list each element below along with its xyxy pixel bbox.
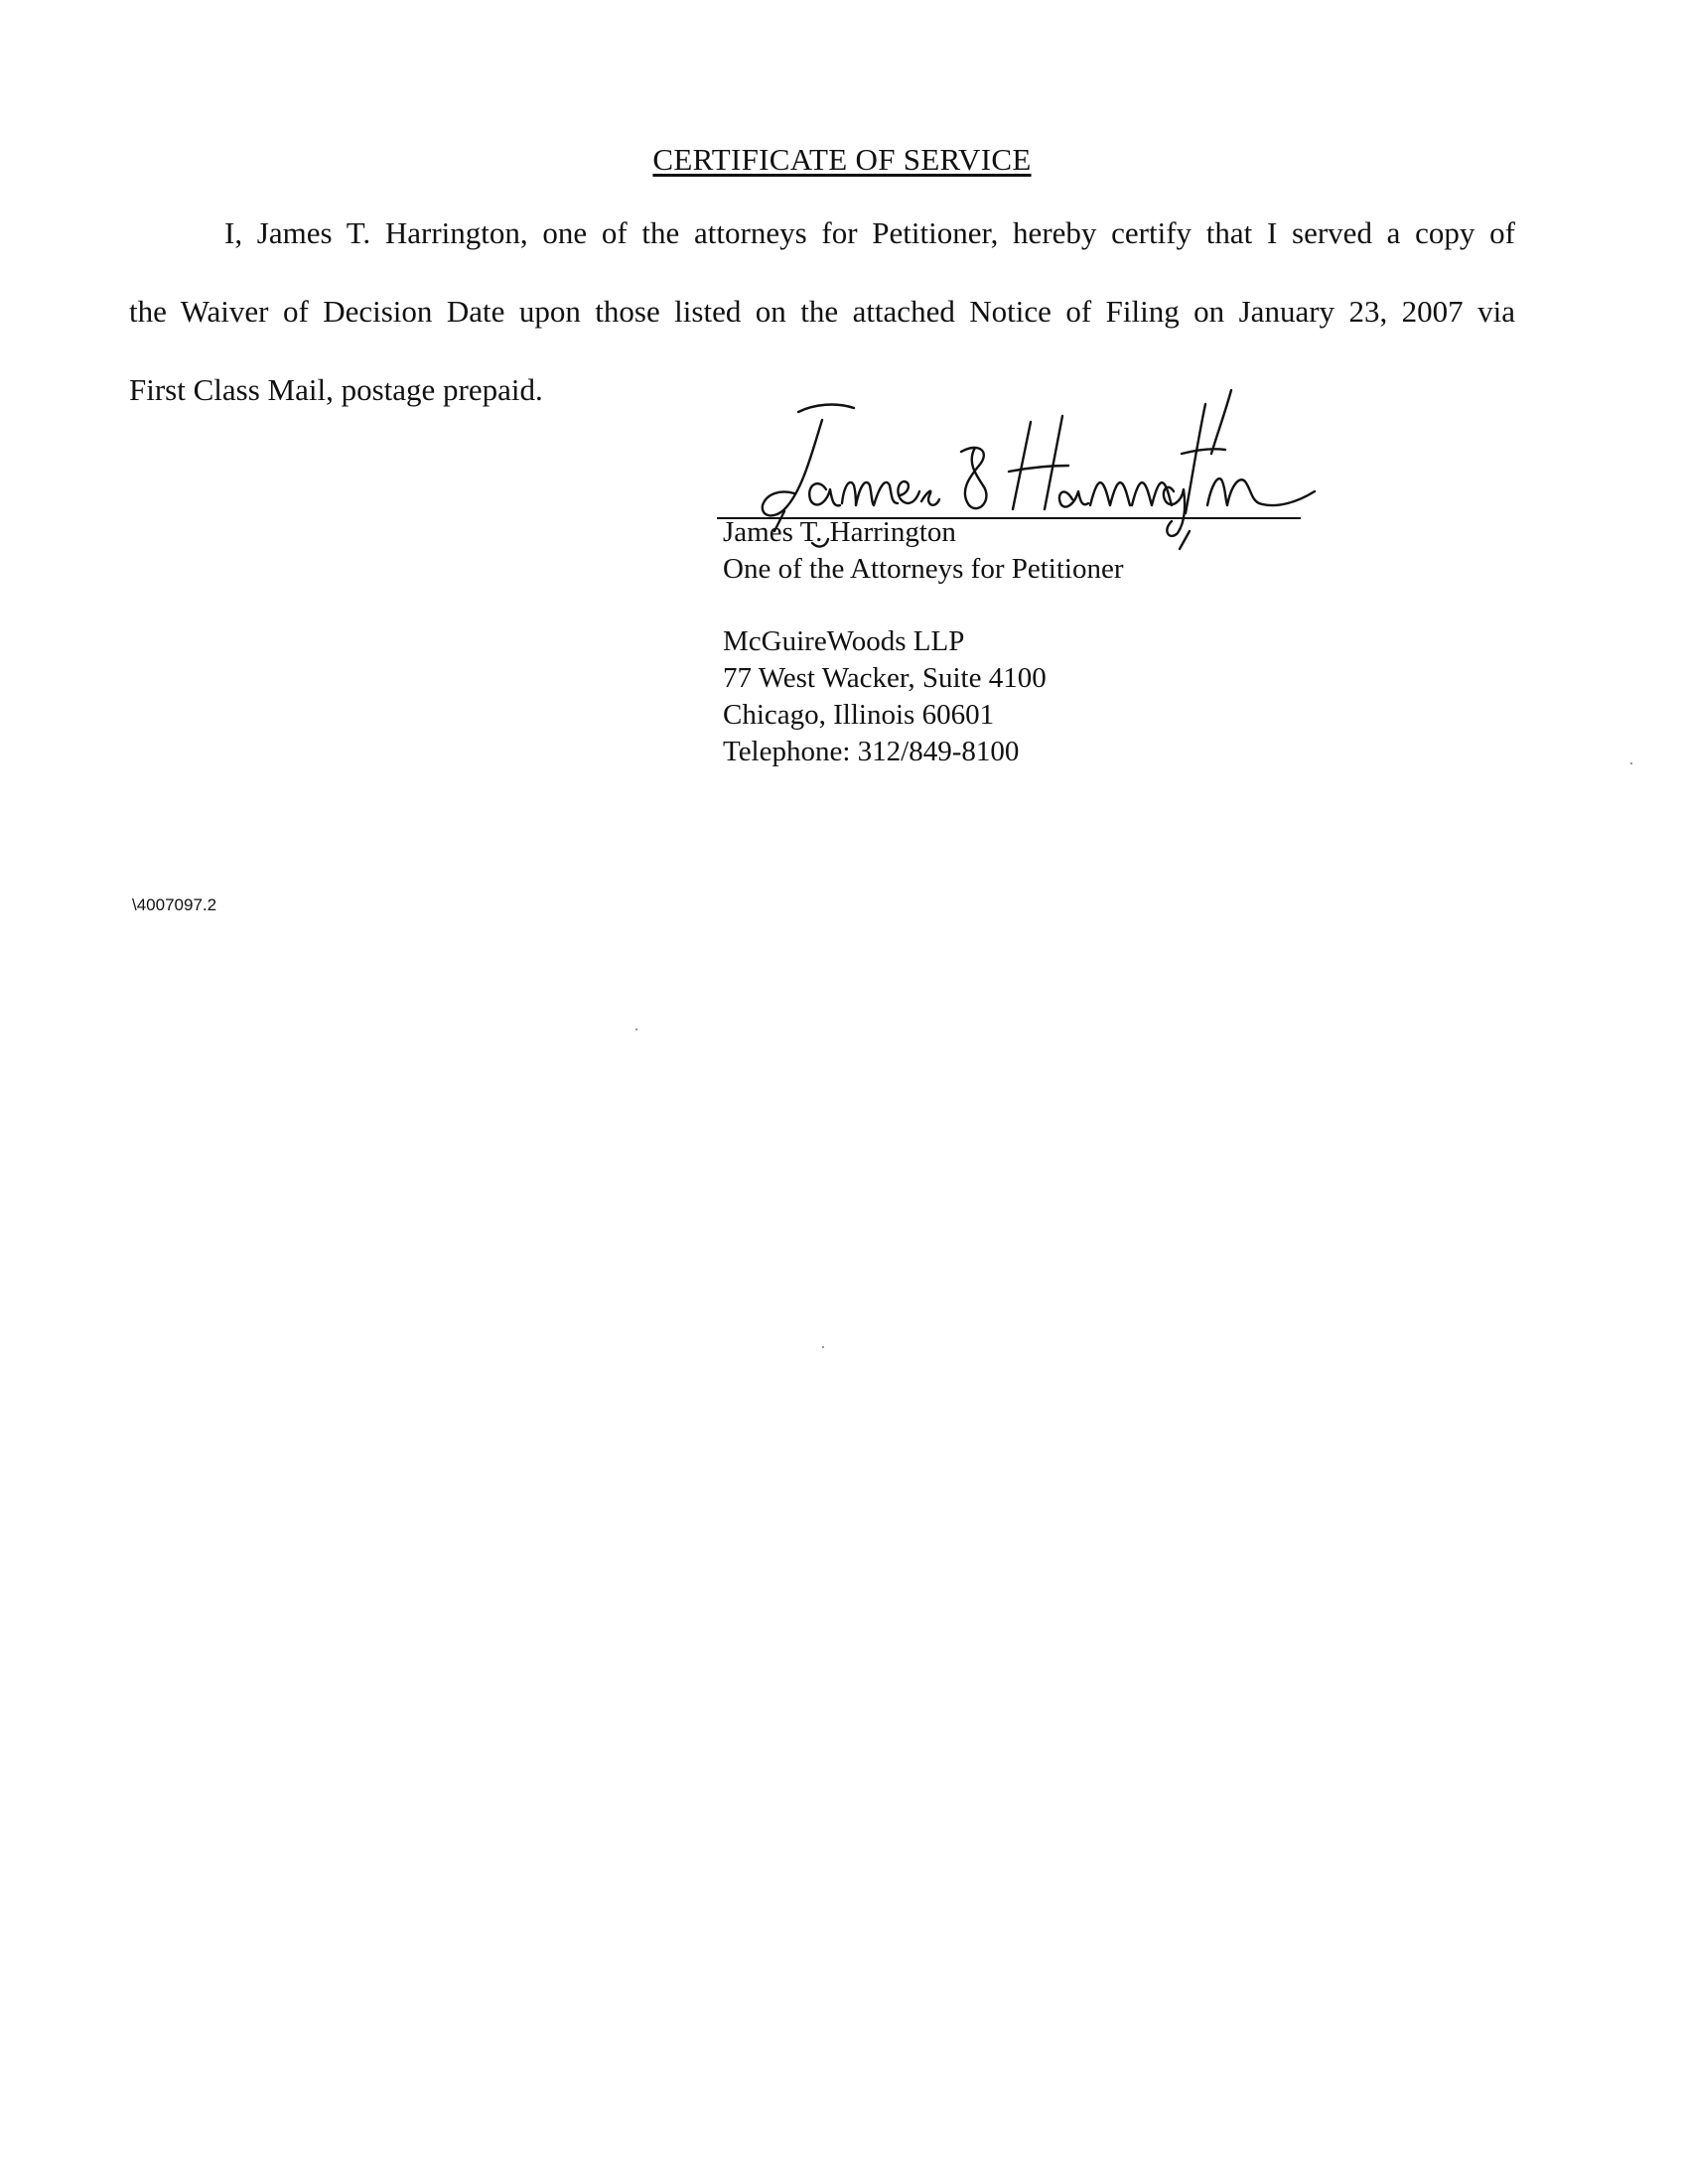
firm-street: 77 West Wacker, Suite 4100 <box>723 662 1047 694</box>
firm-telephone: Telephone: 312/849-8100 <box>723 736 1020 767</box>
firm-city: Chicago, Illinois 60601 <box>723 699 995 731</box>
firm-address <box>723 623 1047 770</box>
scan-speck <box>635 1028 637 1030</box>
body-line-3: First Class Mail, postage prepaid. <box>129 372 543 407</box>
firm-name: McGuireWoods LLP <box>723 625 965 657</box>
signer-name: James T. Harrington <box>723 516 956 548</box>
body-line-1: I, James T. Harrington, one of the attorneys for Petitioner, hereby certify that I served a copy of <box>224 215 1515 250</box>
body-line-2: the Waiver of Decision Date upon those listed on the attached Notice of Filing on January 23, 2007 via <box>129 294 1515 329</box>
scan-speck <box>822 1346 824 1348</box>
document-title: CERTIFICATE OF SERVICE <box>652 142 1032 177</box>
signer-role: One of the Attorneys for Petitioner <box>723 553 1124 585</box>
scan-speck <box>1630 762 1632 764</box>
signature-block <box>723 514 1124 588</box>
document-number: \4007097.2 <box>132 895 217 914</box>
